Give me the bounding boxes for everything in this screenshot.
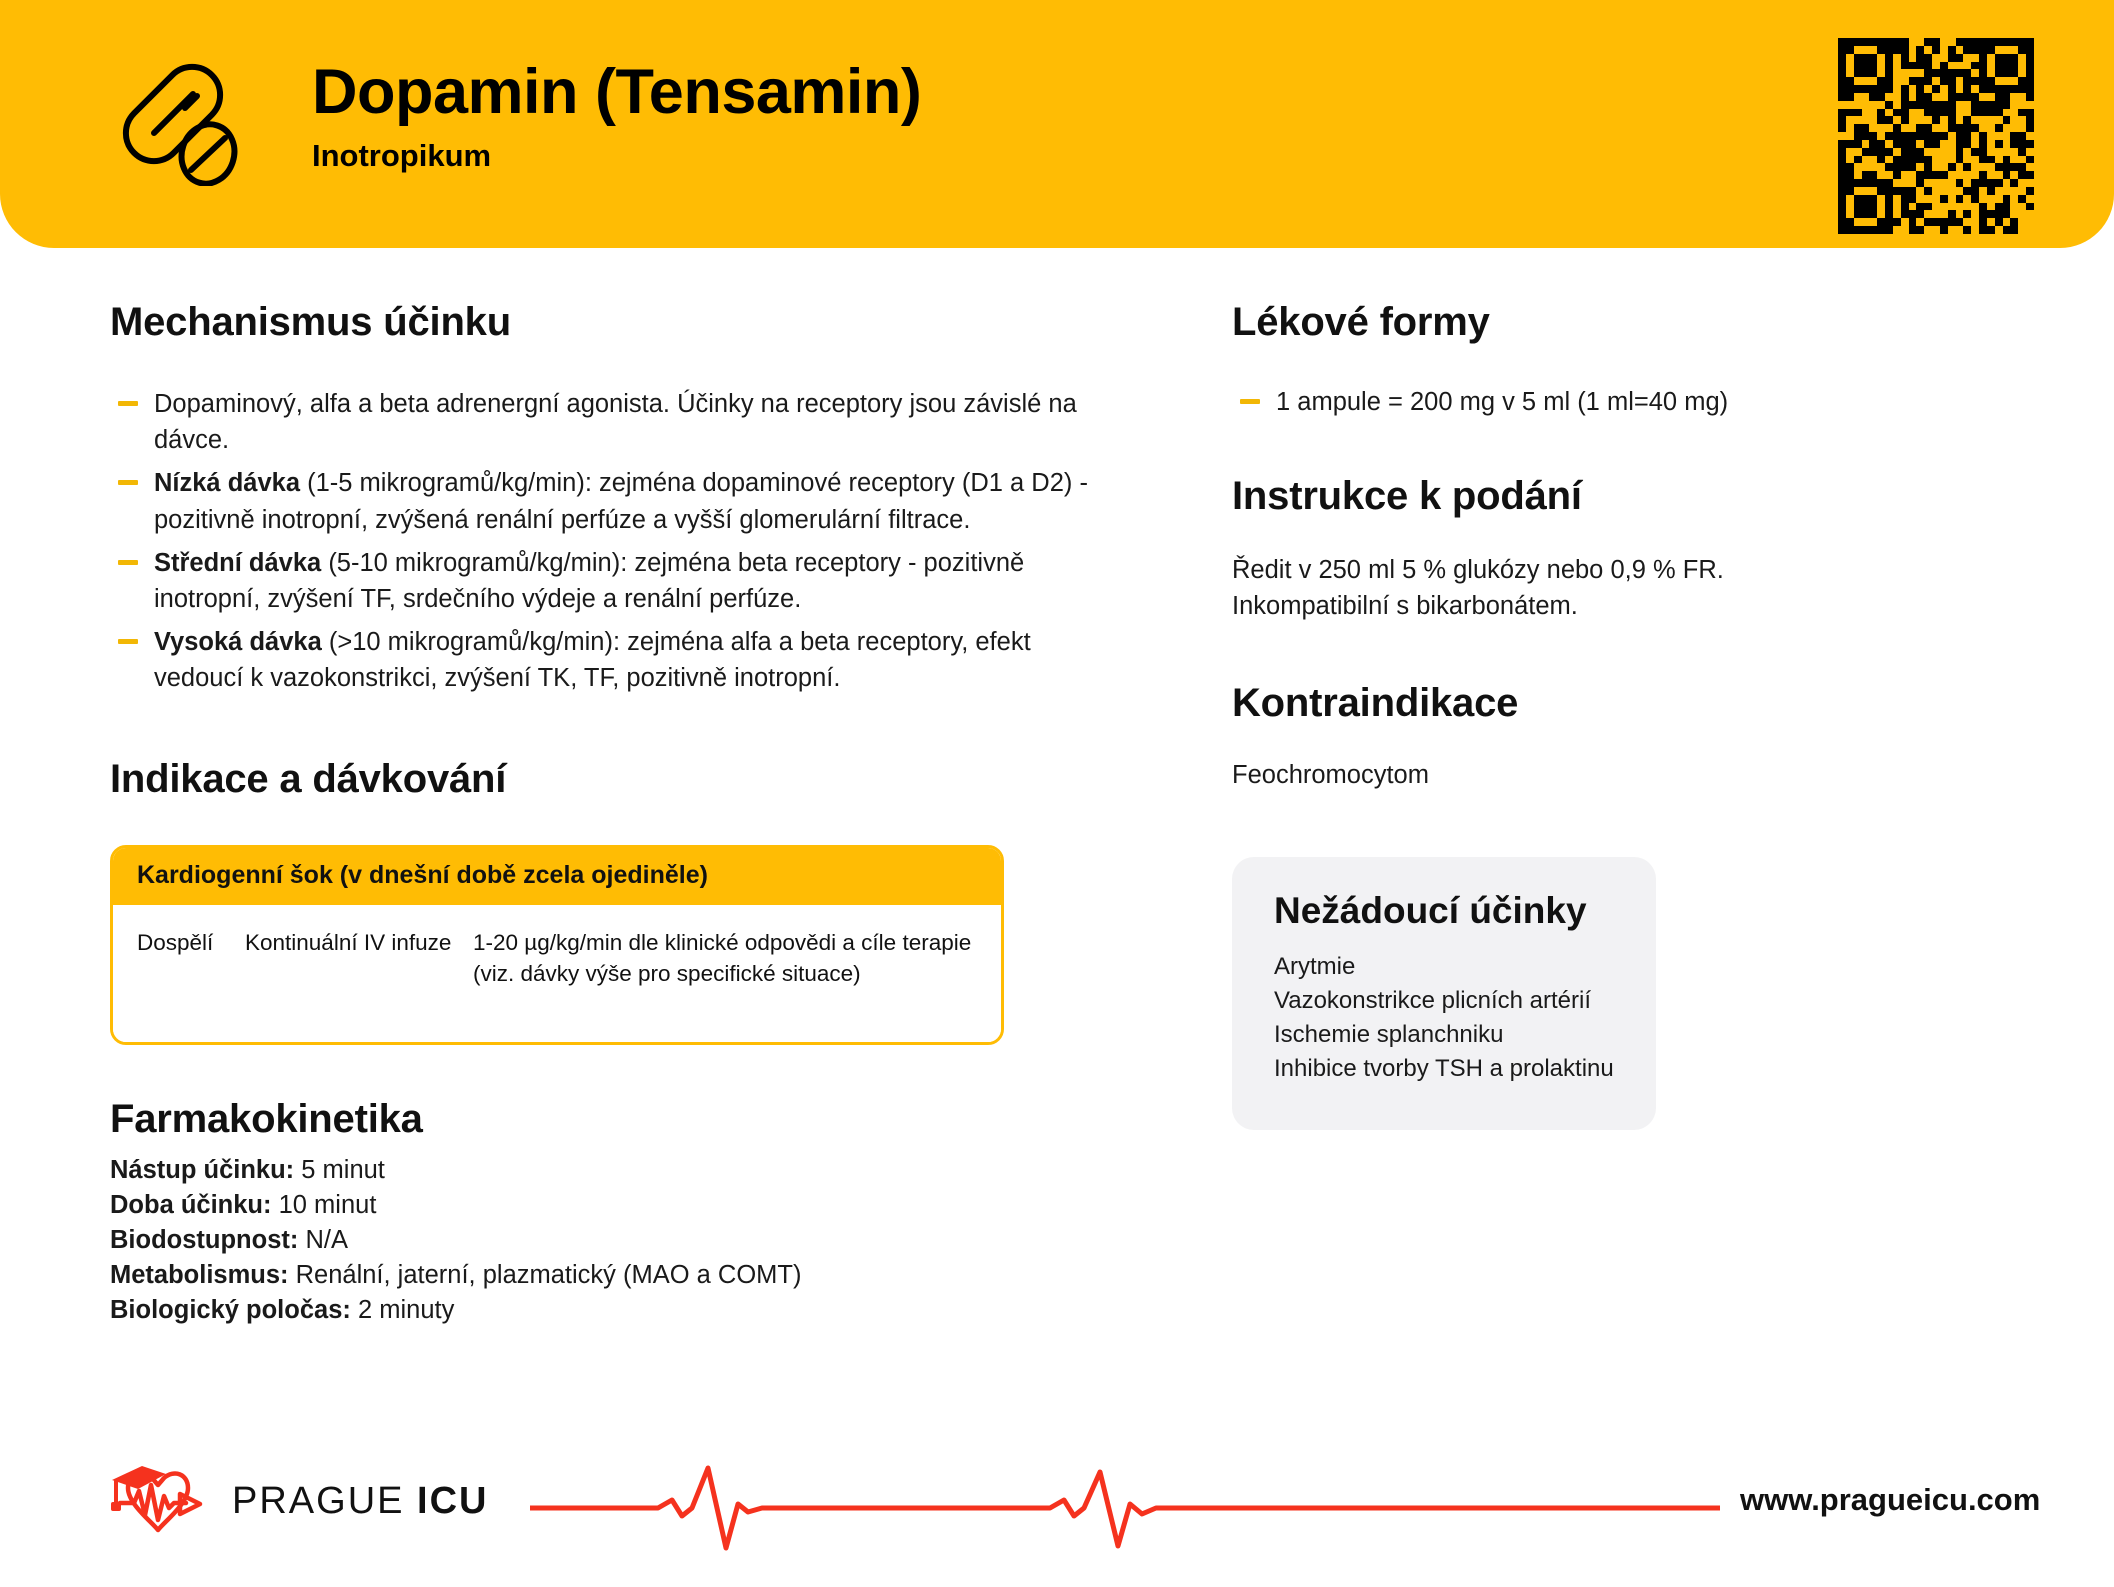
dosing-table-body — [113, 905, 1001, 1042]
list-item-label: Nízká dávka — [154, 469, 301, 498]
pharmacokinetics-value: Renální, jaterní, plazmatický (MAO a COMT) — [288, 1261, 802, 1290]
bullet-dash-icon — [118, 639, 138, 644]
qr-code[interactable] — [1838, 38, 2034, 234]
dose-amount — [473, 927, 977, 990]
list-item — [110, 465, 1120, 537]
adverse-effect-item: Arytmie — [1274, 952, 1356, 980]
administration-heading: Instrukce k podání — [1232, 474, 1582, 519]
dose-amount-line1: 1-20 µg/kg/min dle klinické odpovědi a cíle terapie — [473, 929, 972, 955]
list-item-text: (5-10 mikrogramů/kg/min): zejména beta receptory - pozitivně inotropní, zvýšení TF, srdečního výdeje a renální perfúze. — [154, 548, 1025, 614]
adverse-effect-item: Vazokonstrikce plicních artérií — [1274, 986, 1592, 1014]
pharmacokinetics-value: 5 minut — [294, 1155, 385, 1184]
logo-wordmark — [232, 1480, 489, 1523]
list-item-label: Vysoká dávka — [154, 628, 322, 657]
pharmacokinetics-label: Biologický poločas: — [110, 1296, 351, 1325]
pharmacokinetics-label: Nástup účinku: — [110, 1155, 295, 1184]
mechanism-heading: Mechanismus účinku — [110, 300, 511, 344]
pharmacokinetics-row — [110, 1188, 1120, 1223]
adverse-effect-item: Ischemie splanchniku — [1274, 1020, 1504, 1048]
adverse-effects-box — [1232, 857, 1656, 1130]
page-header — [0, 0, 2114, 248]
left-column — [110, 300, 1120, 1329]
adverse-effect-item: Inhibice tvorby TSH a prolaktinu — [1274, 1054, 1614, 1082]
pharmacokinetics-value: 10 minut — [271, 1190, 377, 1219]
pharmacokinetics-heading: Farmakokinetika — [110, 1096, 423, 1141]
page-title: Dopamin (Tensamin) — [312, 57, 922, 127]
table-row — [113, 927, 1001, 990]
logo-word-icu: ICU — [417, 1480, 489, 1522]
dosage-forms-list — [1232, 384, 2032, 420]
contraindications-text: Feochromocytom — [1232, 760, 1429, 789]
list-item — [110, 386, 1120, 458]
list-item-text: (1-5 mikrogramů/kg/min): zejména dopaminové receptory (D1 a D2) - pozitivně inotropní, zvýšená renální perfúze a vyšší glomerulární filtrace. — [154, 469, 1088, 534]
dose-amount-line2: (viz. dávky výše pro specifické situace) — [473, 961, 861, 987]
website-url[interactable]: www.pragueicu.com — [1740, 1482, 2041, 1517]
adverse-effects-heading: Nežádoucí účinky — [1274, 889, 1587, 931]
bullet-dash-icon — [118, 401, 138, 406]
pharmacokinetics-row — [110, 1293, 1120, 1328]
bullet-dash-icon — [118, 560, 138, 565]
right-column — [1232, 300, 2032, 1130]
adverse-effects-list — [1274, 950, 1614, 1086]
pharmacokinetics-label: Metabolismus: — [110, 1261, 289, 1290]
pharmacokinetics-label: Doba účinku: — [110, 1190, 272, 1219]
list-item — [110, 624, 1120, 696]
list-item-text: Dopaminový, alfa a beta adrenergní agonista. Účinky na receptory jsou závislé na dávce. — [154, 390, 1077, 455]
bullet-dash-icon — [118, 480, 138, 485]
bullet-dash-icon — [1240, 399, 1260, 404]
ecg-line-icon — [530, 1460, 1720, 1552]
pill-capsule-icon — [112, 62, 240, 186]
administration-text: Ředit v 250 ml 5 % glukózy nebo 0,9 % FR. Inkompatibilní s bikarbonátem. — [1232, 556, 1724, 621]
pharmacokinetics-row — [110, 1153, 1120, 1188]
dosing-table-title: Kardiogenní šok (v dnešní době zcela ojediněle) — [113, 848, 1001, 905]
dosing-table — [110, 845, 1004, 1045]
pharmacokinetics-row — [110, 1258, 1120, 1293]
pharmacokinetics-list — [110, 1153, 1120, 1329]
list-item-text: (>10 mikrogramů/kg/min): zejména alfa a beta receptory, efekt vedoucí k vazokonstrikci, zvýšení TK, TF, pozitivně inotropní. — [154, 628, 1031, 693]
dosage-forms-heading: Lékové formy — [1232, 300, 1490, 344]
page-subtitle: Inotropikum — [312, 138, 492, 174]
dose-route: Kontinuální IV infuze — [245, 929, 452, 955]
list-item — [110, 545, 1120, 617]
pharmacokinetics-row — [110, 1223, 1120, 1258]
header-title-group — [312, 58, 921, 174]
pharmacokinetics-value: 2 minuty — [350, 1296, 455, 1325]
page-footer — [0, 1450, 2114, 1560]
dose-population: Dospělí — [137, 929, 214, 955]
logo-word-prague: PRAGUE — [232, 1480, 405, 1522]
list-item-label: Střední dávka — [154, 548, 322, 577]
list-item-text: 1 ampule = 200 mg v 5 ml (1 ml=40 mg) — [1276, 388, 1729, 416]
mechanism-list — [110, 386, 1120, 697]
indications-heading: Indikace a dávkování — [110, 756, 507, 801]
heart-ecg-graduation-cap-icon — [108, 1458, 216, 1554]
list-item — [1232, 384, 2032, 420]
pharmacokinetics-label: Biodostupnost: — [110, 1226, 299, 1254]
contraindications-heading: Kontraindikace — [1232, 680, 1519, 725]
pharmacokinetics-value: N/A — [298, 1226, 348, 1254]
